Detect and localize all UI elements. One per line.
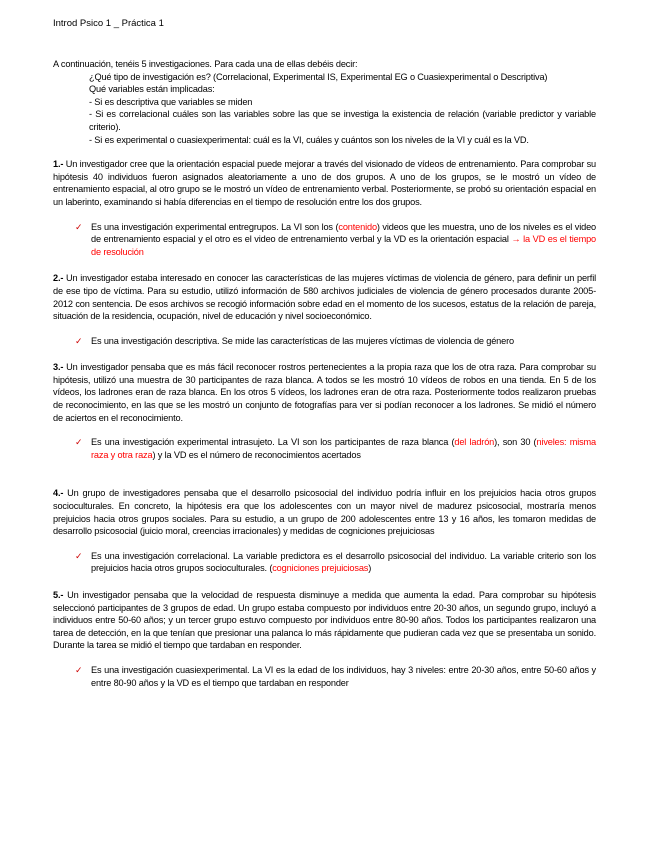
document-body [53,58,596,689]
question-1 [53,158,596,208]
answer-1 [53,221,596,259]
intro-item-experimental: - Si es experimental o cuasiexperimental: cuál es la VI, cuáles y cuántos son los niveles de la VI y cuál es la VD. [89,134,529,145]
answer-text [91,550,596,575]
answer-part: ), son 30 ( [494,437,537,448]
question-text: Un investigador estaba interesado en conocer las características de las mujeres víctimas de violencia de género, para definir un perfil de ese tipo de víctima. Para su estudio, utilizó información de 580 archivos judiciales de violencia de género procesados durante 2005-2012 con sentencia. De esos archivos se recogió información sobre edad en el momento de los sucesos, estatus de la relación de pareja, situación de la residencia, ocupación, nivel de educación y nivel socioeconómico. [53,273,596,322]
question-number: 2.- [53,273,64,284]
answer-part: Es una investigación experimental intrasujeto. La VI son los participantes de raza blanca ( [91,437,455,448]
question-text: Un investigador pensaba que la velocidad de respuesta disminuye a medida que aumenta la edad. Para comprobar su hipótesis seleccionó participantes de 3 grupos de edad. Un grupo estaba compuesto por individuos entre 20-30 años, un segundo grupo, incluyó a individuos entre 50-60 años; y un tercer grupo estuvo compuesto por individuos entre 80-90 años. Todos los participantes realizaron una tarea de detección, en la que tenían que presionar una palanca lo más rápidamente que pudieran cada vez que se presentaba un sonido. Durante la tarea se midió el tiempo que tardaban en responder. [53,590,596,651]
intro-item-correlational: - Si es correlacional cuáles son las variables sobre las que se investiga la existencia de relación (variable predictor y variable criterio). [89,109,596,132]
question-number: 1.- [53,159,64,170]
question-text: Un investigador pensaba que es más fácil reconocer rostros pertenecientes a la propia raza que los de otra raza. Para comprobar su hipótesis, utilizó una muestra de 30 participantes de raza blanca. A todos se les mostró 10 vídeos de robos en una tienda. En 5 de los vídeos, los ladrones eran de raza blanca. En los otros 5 vídeos, los ladrones eran de otra raza. Posteriormente todos realizaron pruebas de reconocimiento, en las que se les mostró un conjunto de fotografías para ver si podían reconocer a los ladrones. Se midió el número de aciertos en el reconocimiento. [53,362,596,423]
question-2 [53,272,596,322]
question-number: 5.- [53,590,64,600]
intro-item-type: ¿Qué tipo de investigación es? (Correlacional, Experimental IS, Experimental EG o Cuasiexperimental o Descriptiva) [89,71,548,82]
checkmark-icon: ✓ [75,335,83,346]
page-header: Introd Psico 1 _ Práctica 1 [53,18,164,29]
answer-text [91,221,596,259]
answer-correction: niveles: misma raza y otra raza [91,437,596,460]
checkmark-icon: ✓ [75,550,83,561]
question-3 [53,361,596,424]
checkmark-icon: ✓ [75,437,83,448]
question-4 [53,487,596,537]
intro-lead: A continuación, tenéis 5 investigaciones. Para cada una de ellas debéis decir: [53,59,358,69]
question-number: 3.- [53,362,64,373]
intro-item-variables: Qué variables están implicadas: [89,84,215,95]
answer-correction: cogniciones prejuiciosas [272,563,369,574]
answer-4 [53,550,596,575]
question-5 [53,589,596,652]
answer-correction: del ladrón [454,437,495,448]
answer-part: Es una investigación correlacional. La variable predictora es el desarrollo psicosocial del individuo. La variable criterio son los prejuicios hacia otros grupos socioculturales. ( [91,550,596,574]
answer-part: ) videos que les muestra, uno de los niveles es el video de entrenamiento espacial y el otro es el video de entrenamiento verbal y la VD es la orientación espacial [91,221,596,245]
answer-3 [53,436,596,461]
answer-5 [53,664,596,689]
intro-item-descriptive: - Si es descriptiva que variables se miden [89,96,253,107]
answer-correction: contenido [338,221,377,232]
answer-text: Es una investigación cuasiexperimental. La VI es la edad de los individuos, hay 3 niveles: entre 20-30 años, entre 50-60 años y entre 80-90 años y la VD es el tiempo que tardaban en responder [91,664,596,688]
answer-text: Es una investigación descriptiva. Se mide las características de las mujeres víctimas de violencia de género [91,335,514,346]
answer-2 [53,335,596,348]
checkmark-icon: ✓ [75,221,83,232]
answer-part: ) [368,563,372,574]
checkmark-icon: ✓ [75,664,83,675]
question-number: 4.- [53,488,64,499]
answer-text [91,436,596,461]
question-text: Un investigador cree que la orientación espacial puede mejorar a través del visionado de vídeos de entrenamiento. Para comprobar su hipótesis 40 individuos fueron asignados aleatoriamente a uno de dos grupos. A uno de los grupos, se le mostró un vídeo de entrenamiento espacial, al otro grupo se le mostró un vídeo de entrenamiento verbal. Posteriormente, se probó su orientación espacial en un laberinto, examinando si había diferencias en el tiempo de resolución entre los dos grupos. [53,159,596,207]
answer-correction: → la VD es el tiempo de resolución [91,234,596,257]
answer-part: Es una investigación experimental entregrupos. La VI son los ( [91,221,339,232]
answer-part: ) y la VD es el número de reconocimientos acertados [152,449,361,460]
question-text: Un grupo de investigadores pensaba que el desarrollo psicosocial del individuo podría influir en los prejuicios hacia otros grupos socioculturales. En concreto, la hipótesis era que los adolescentes con un mayor nivel de madurez psicosocial, mostraría menos prejuicios hacia otros grupos sociales. Para su estudio, a un grupo de 200 adolescentes entre 13 y 16 años, les tomaron medidas de desarrollo psicosocial (juicio moral, creencias irracionales) y medidas de cogniciones prejuiciosas [53,488,596,537]
